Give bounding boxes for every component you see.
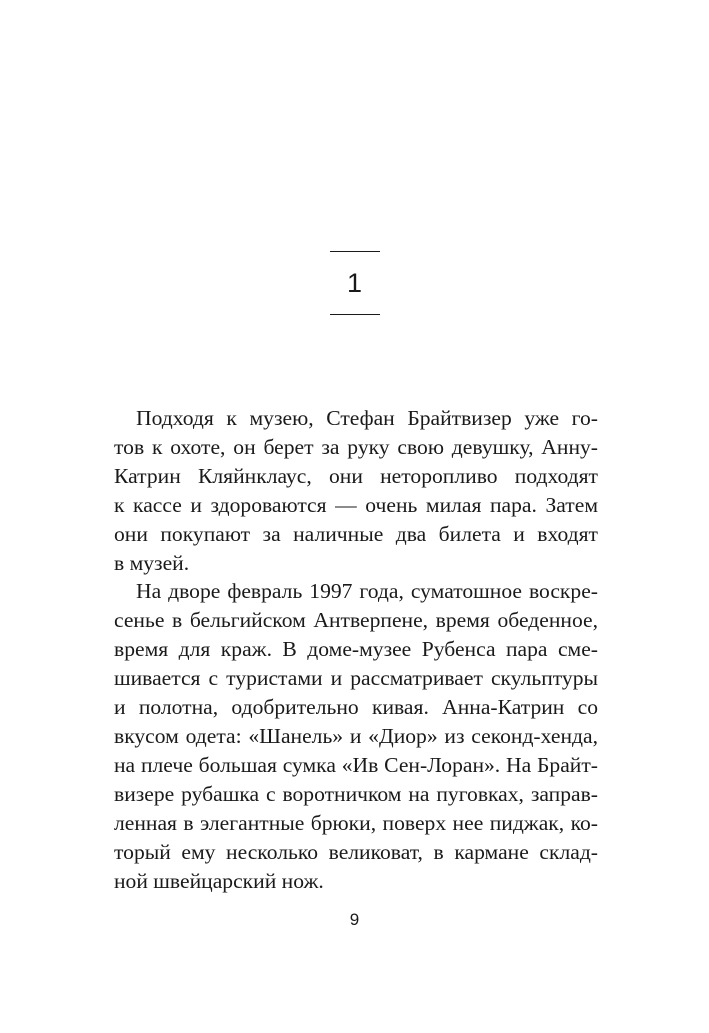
paragraph-1: [114, 404, 598, 577]
text-line: и полотна, одобрительно кивая. Анна-Катрин со: [114, 695, 598, 720]
text-line: время для краж. В доме-музее Рубенса пара сме-: [114, 637, 598, 662]
text-line: торый ему несколько великоват, в кармане склад-: [114, 839, 598, 864]
text-line: они покупают за наличные два билета и входят: [114, 521, 598, 546]
text-line: к кассе и здороваются — очень милая пара. Затем: [114, 492, 598, 517]
text-line: Подходя к музею, Стефан Брайтвизер уже го-: [136, 406, 598, 430]
text-line: в музей.: [114, 550, 190, 575]
text-line: ленная в элегантные брюки, поверх нее пиджак, ко-: [114, 810, 598, 835]
page-number: 9: [349, 910, 360, 929]
text-line: визере рубашка с воротничком на пуговках, заправ-: [114, 781, 598, 806]
chapter-number: 1: [346, 268, 363, 298]
chapter-rule-bottom: [330, 314, 380, 315]
text-line: шивается с туристами и рассматривает скульптуры: [114, 666, 598, 691]
text-line: тов к охоте, он берет за руку свою девушку, Анну-: [114, 434, 598, 459]
body-text: [114, 404, 598, 895]
text-line: Катрин Кляйнклаус, они неторопливо подходят: [114, 463, 598, 488]
text-line: на плече большая сумка «Ив Сен-Лоран». На Брайт-: [114, 752, 598, 777]
chapter-heading: [0, 251, 709, 315]
text-line: сенье в бельгийском Антверпене, время обеденное,: [114, 608, 598, 633]
text-line: вкусом одета: «Шанель» и «Диор» из секонд-хенда,: [114, 723, 598, 748]
text-line: ной швейцарский нож.: [114, 868, 324, 893]
paragraph-2: [114, 577, 598, 895]
text-line: На дворе февраль 1997 года, суматошное воскре-: [136, 579, 598, 604]
